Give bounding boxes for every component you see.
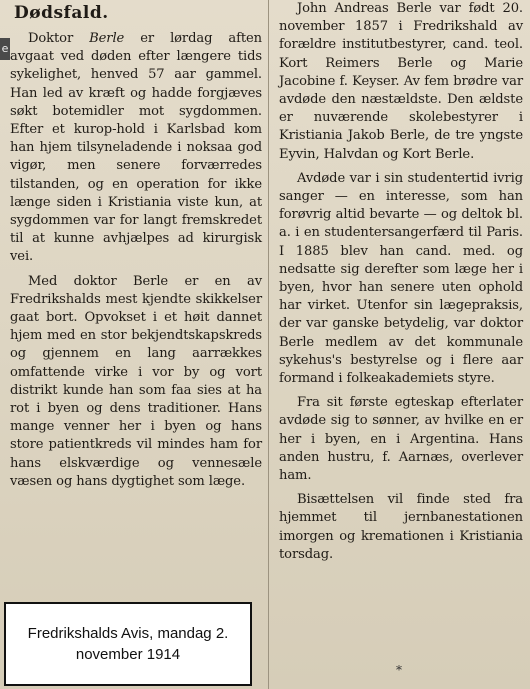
text-run: John Andreas Berle var født 20. november 1857 i Fredrikshald av forældre institutbestyrer, cand. teol. Kort Reimers Berle og Marie Jacobine f. Keyser. Av fem brødre var avdøde den næstældste. Den ældste er nuværende skolebestyrer i Kristiania Jakob Berle, de tre yngste Eyvin, Halvdan og Kort Berle. <box>279 1 523 162</box>
right-column <box>279 0 523 689</box>
text-run: er lørdag aften avgaat ved døden efter længere tids sykelighet, henved 57 aar gammel. Han led av kræft og hadde forgjæves søkt botemidler mot sygdommen. Efter et kurop-hold i Karlsbad kom han hjem tilsyneladende i noksaa god vigør, men senere forværredes tilstanden, og en operation for ikke længe siden i Kristiania viste kun, at sygdommen var for langt fremskredet til at kunne avhjælpes ad kirurgisk vei. <box>10 31 262 265</box>
text-run: Med doktor Berle er en av Fredrikshalds mest kjendte skikkelser gaat bort. Opvokset i et høit dannet hjem med en stor bekjendtskapskreds og gjennem en lang aarrækkes omfattende virke i vor by og vort distrikt kunde han som faa sies at ha rot i byen og dens traditioner. Hans mange venner her i byen og hans store patientkreds vil mindes ham for hans elskværdige og vennesæle væsen og hans dygtighet som læge. <box>10 273 262 489</box>
left-column <box>10 0 262 689</box>
caption-line-1: Fredrikshalds Avis, mandag 2. <box>27 625 229 642</box>
paragraph-family <box>279 394 523 485</box>
text-run: Fra sit første egteskap efterlater avdøde sig to sønner, av hvilke en er her i byen, en i Argentina. Hans anden hustru, f. Aarnæs, overlever ham. <box>279 395 523 484</box>
paragraph-memory <box>10 273 262 491</box>
paragraph-funeral <box>279 491 523 564</box>
paragraph-illness <box>10 30 262 267</box>
end-mark: * <box>396 663 402 677</box>
text-run: Doktor <box>28 31 90 46</box>
caption-line-2: november 1914 <box>75 646 181 663</box>
paragraph-biography <box>279 0 523 164</box>
paragraph-career <box>279 170 523 388</box>
caption-box <box>4 602 252 686</box>
side-tab[interactable]: e <box>0 38 10 60</box>
text-run: Avdøde var i sin studentertid ivrig sanger — en interesse, som han forøvrig altid bevarte — og deltok bl. a. i en studentersangerfærd til Paris. I 1885 blev han cand. med. og nedsatte sig derefter som læge her i byen, hvor han senere uten ophold har virket. Utenfor sin lægepraksis, der var ganske betydelig, var doktor Berle medlem av det kommunale sykehus's bestyrelse og i flere aar formand i folkeakademiets styre. <box>279 170 523 387</box>
article-heading: Dødsfald. <box>14 3 109 23</box>
text-run: Bisættelsen vil finde sted fra hjemmet til jernbanestationen imorgen og kremationen i Kristiania torsdag. <box>279 492 523 562</box>
column-divider <box>268 0 269 689</box>
text-run-italic: Berle <box>89 31 125 46</box>
